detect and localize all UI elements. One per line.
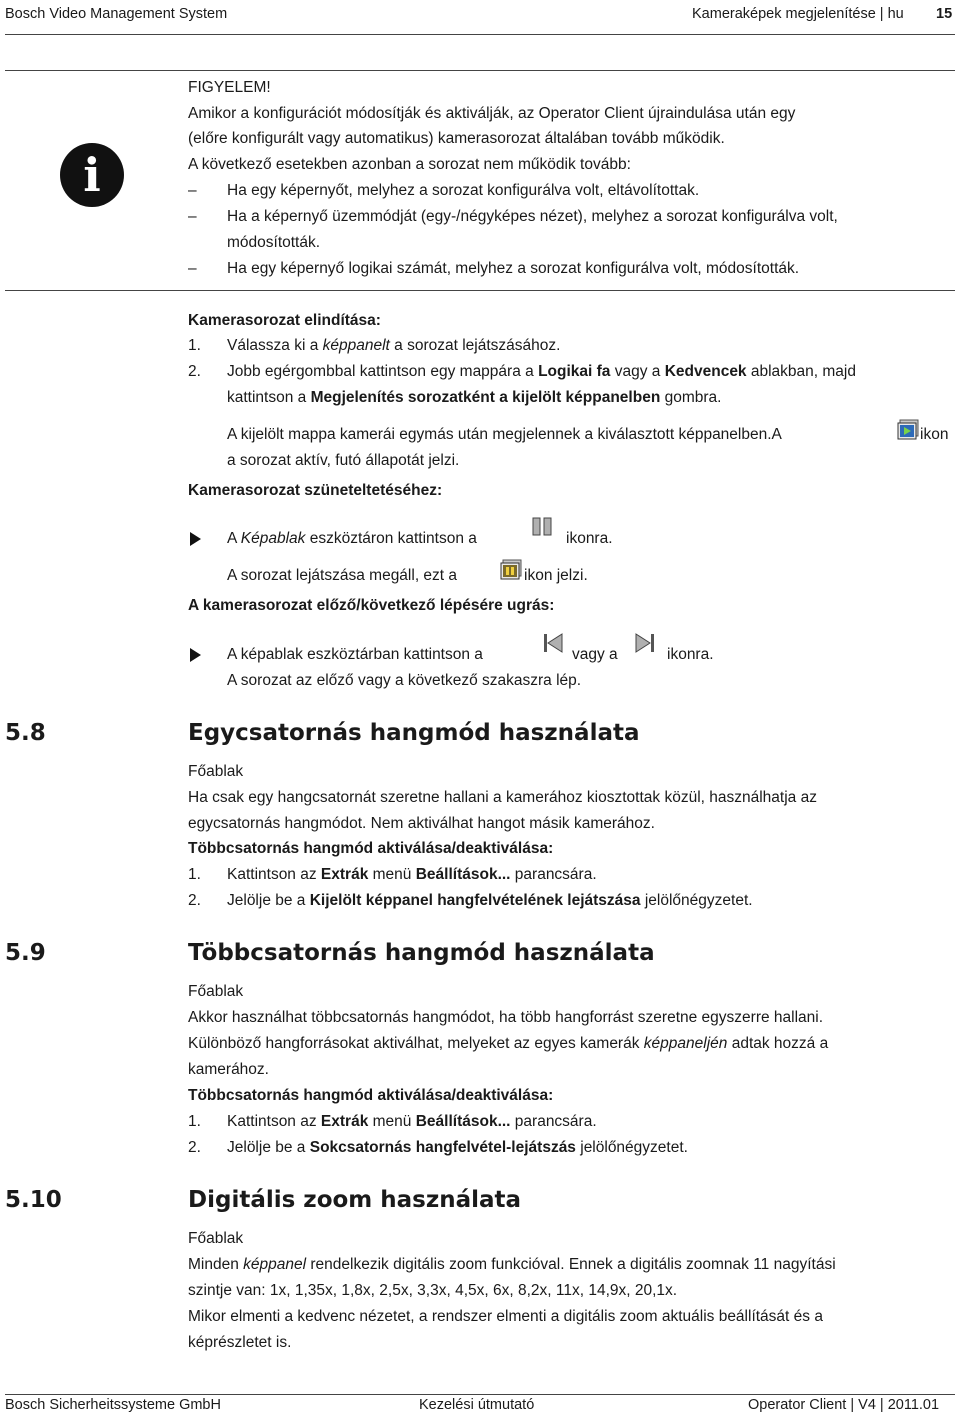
step-instruction: A képablak eszköztárban kattintson a xyxy=(227,646,483,663)
section-paragraph: kamerához. xyxy=(188,1061,269,1078)
arrow-bullet-icon xyxy=(190,648,201,662)
notice-text-1: Amikor a konfigurációt módosítják és aktiválják, az Operator Client újraindulása után egy xyxy=(188,105,796,122)
section-title: Digitális zoom használata xyxy=(188,1187,522,1213)
section-step-1: Kattintson az Extrák menü Beállítások... parancsára. xyxy=(227,866,597,883)
notice-dash: – xyxy=(188,182,197,199)
section-number: 5.9 xyxy=(5,940,46,966)
section-title: Egycsatornás hangmód használata xyxy=(188,720,640,746)
section-subheading: Többcsatornás hangmód aktiválása/deaktiválása: xyxy=(188,840,554,857)
step-heading: A kamerasorozat előző/következő lépésére ugrás: xyxy=(188,597,555,614)
step-number: 2. xyxy=(188,1139,201,1156)
step-forward-icon xyxy=(634,632,656,659)
pause-icon xyxy=(531,517,553,542)
step-number: 1. xyxy=(188,1113,201,1130)
pause-result-end: ikon jelzi. xyxy=(524,567,588,584)
step-number: 1. xyxy=(188,866,201,883)
section-paragraph: Ha csak egy hangcsatornát szeretne hallani a kamerához kiosztottak közül, használhatja az xyxy=(188,789,817,806)
section-paragraph: egycsatornás hangmódot. Nem aktiválhat hangot másik kamerához. xyxy=(188,815,655,832)
section-number: 5.10 xyxy=(5,1187,62,1213)
step-number: 2. xyxy=(188,892,201,909)
step-instruction-or: vagy a xyxy=(572,646,618,663)
notice-bullet-2-cont: módosították. xyxy=(227,234,321,251)
section-paragraph: képrészletet is. xyxy=(188,1334,292,1351)
start-step-2-cont: kattintson a Megjelenítés sorozatként a kijelölt képpanelben gombra. xyxy=(227,389,722,406)
section-window: Főablak xyxy=(188,1230,244,1247)
notice-title: FIGYELEM! xyxy=(188,79,271,96)
section-step-2: Jelölje be a Kijelölt képpanel hangfelvételének lejátszása jelölőnégyzetet. xyxy=(227,892,753,909)
start-step-2: Jobb egérgombbal kattintson egy mappára a Logikai fa vagy a Kedvencek ablakban, majd xyxy=(227,363,856,380)
notice-dash: – xyxy=(188,260,197,277)
info-icon: i xyxy=(60,143,124,207)
notice-bullet-1: Ha egy képernyőt, melyhez a sorozat konfigurálva volt, eltávolítottak. xyxy=(227,182,700,199)
section-paragraph: Minden képpanel rendelkezik digitális zoom funkcióval. Ennek a digitális zoomnak 11 nagyítási xyxy=(188,1256,836,1273)
pause-result: A sorozat lejátszása megáll, ezt a xyxy=(227,567,458,584)
start-step-1: Válassza ki a képpanelt a sorozat lejátszásához. xyxy=(227,337,561,354)
notice-bottom-rule xyxy=(5,290,955,291)
start-result-2: a sorozat aktív, futó állapotát jelzi. xyxy=(227,452,460,469)
pause-heading: Kamerasorozat szüneteltetéséhez: xyxy=(188,482,443,499)
notice-text-2: (előre konfigurált vagy automatikus) kamerasorozat általában tovább működik. xyxy=(188,130,725,147)
sequence-paused-icon xyxy=(500,559,522,586)
section-paragraph: Mikor elmenti a kedvenc nézetet, a rendszer elmenti a digitális zoom aktuális beállítását és a xyxy=(188,1308,823,1325)
section-paragraph: Különböző hangforrásokat aktiválhat, melyeket az egyes kamerák képpaneljén adtak hozzá a xyxy=(188,1035,829,1052)
arrow-bullet-icon xyxy=(190,532,201,546)
section-subheading: Többcsatornás hangmód aktiválása/deaktiválása: xyxy=(188,1087,554,1104)
header-page-number: 15 xyxy=(936,6,953,22)
step-number: 2. xyxy=(188,363,201,380)
pause-instruction-end: ikonra. xyxy=(566,530,613,547)
notice-bullet-2: Ha a képernyő üzemmódját (egy-/négyképes nézet), melyhez a sorozat konfigurálva volt, xyxy=(227,208,838,225)
header-product-name: Bosch Video Management System xyxy=(5,6,228,22)
header-rule xyxy=(5,34,955,35)
section-paragraph: Akkor használhat többcsatornás hangmódot, ha több hangforrást szeretne egyszerre hallani. xyxy=(188,1009,824,1026)
notice-dash: – xyxy=(188,208,197,225)
step-instruction-end: ikonra. xyxy=(667,646,714,663)
step-result: A sorozat az előző vagy a következő szakaszra lép. xyxy=(227,672,582,689)
footer-rule xyxy=(5,1394,955,1395)
footer-document: Kezelési útmutató xyxy=(419,1397,535,1413)
sequence-play-icon xyxy=(897,419,919,446)
step-back-icon xyxy=(542,632,564,659)
section-step-1: Kattintson az Extrák menü Beállítások... parancsára. xyxy=(227,1113,597,1130)
footer-version: Operator Client | V4 | 2011.01 xyxy=(748,1397,940,1413)
section-number: 5.8 xyxy=(5,720,46,746)
header-chapter: Kameraképek megjelenítése | hu xyxy=(692,6,904,22)
section-window: Főablak xyxy=(188,763,244,780)
start-heading: Kamerasorozat elindítása: xyxy=(188,312,381,329)
notice-bullet-3: Ha egy képernyő logikai számát, melyhez a sorozat konfigurálva volt, módosították. xyxy=(227,260,800,277)
section-title: Többcsatornás hangmód használata xyxy=(188,940,655,966)
step-number: 1. xyxy=(188,337,201,354)
notice-text-3: A következő esetekben azonban a sorozat nem működik tovább: xyxy=(188,156,631,173)
section-window: Főablak xyxy=(188,983,244,1000)
start-result-1: A kijelölt mappa kamerái egymás után megjelennek a kiválasztott képpanelben.A xyxy=(227,426,782,443)
footer-company: Bosch Sicherheitssysteme GmbH xyxy=(5,1397,221,1413)
start-result-1-ikon: ikon xyxy=(920,426,949,443)
notice-top-rule xyxy=(5,70,955,71)
pause-instruction: A Képablak eszköztáron kattintson a xyxy=(227,530,477,547)
section-paragraph: szintje van: 1x, 1,35x, 1,8x, 2,5x, 3,3x, 4,5x, 6x, 8,2x, 11x, 14,9x, 20,1x. xyxy=(188,1282,678,1299)
section-step-2: Jelölje be a Sokcsatornás hangfelvétel-lejátszás jelölőnégyzetet. xyxy=(227,1139,688,1156)
